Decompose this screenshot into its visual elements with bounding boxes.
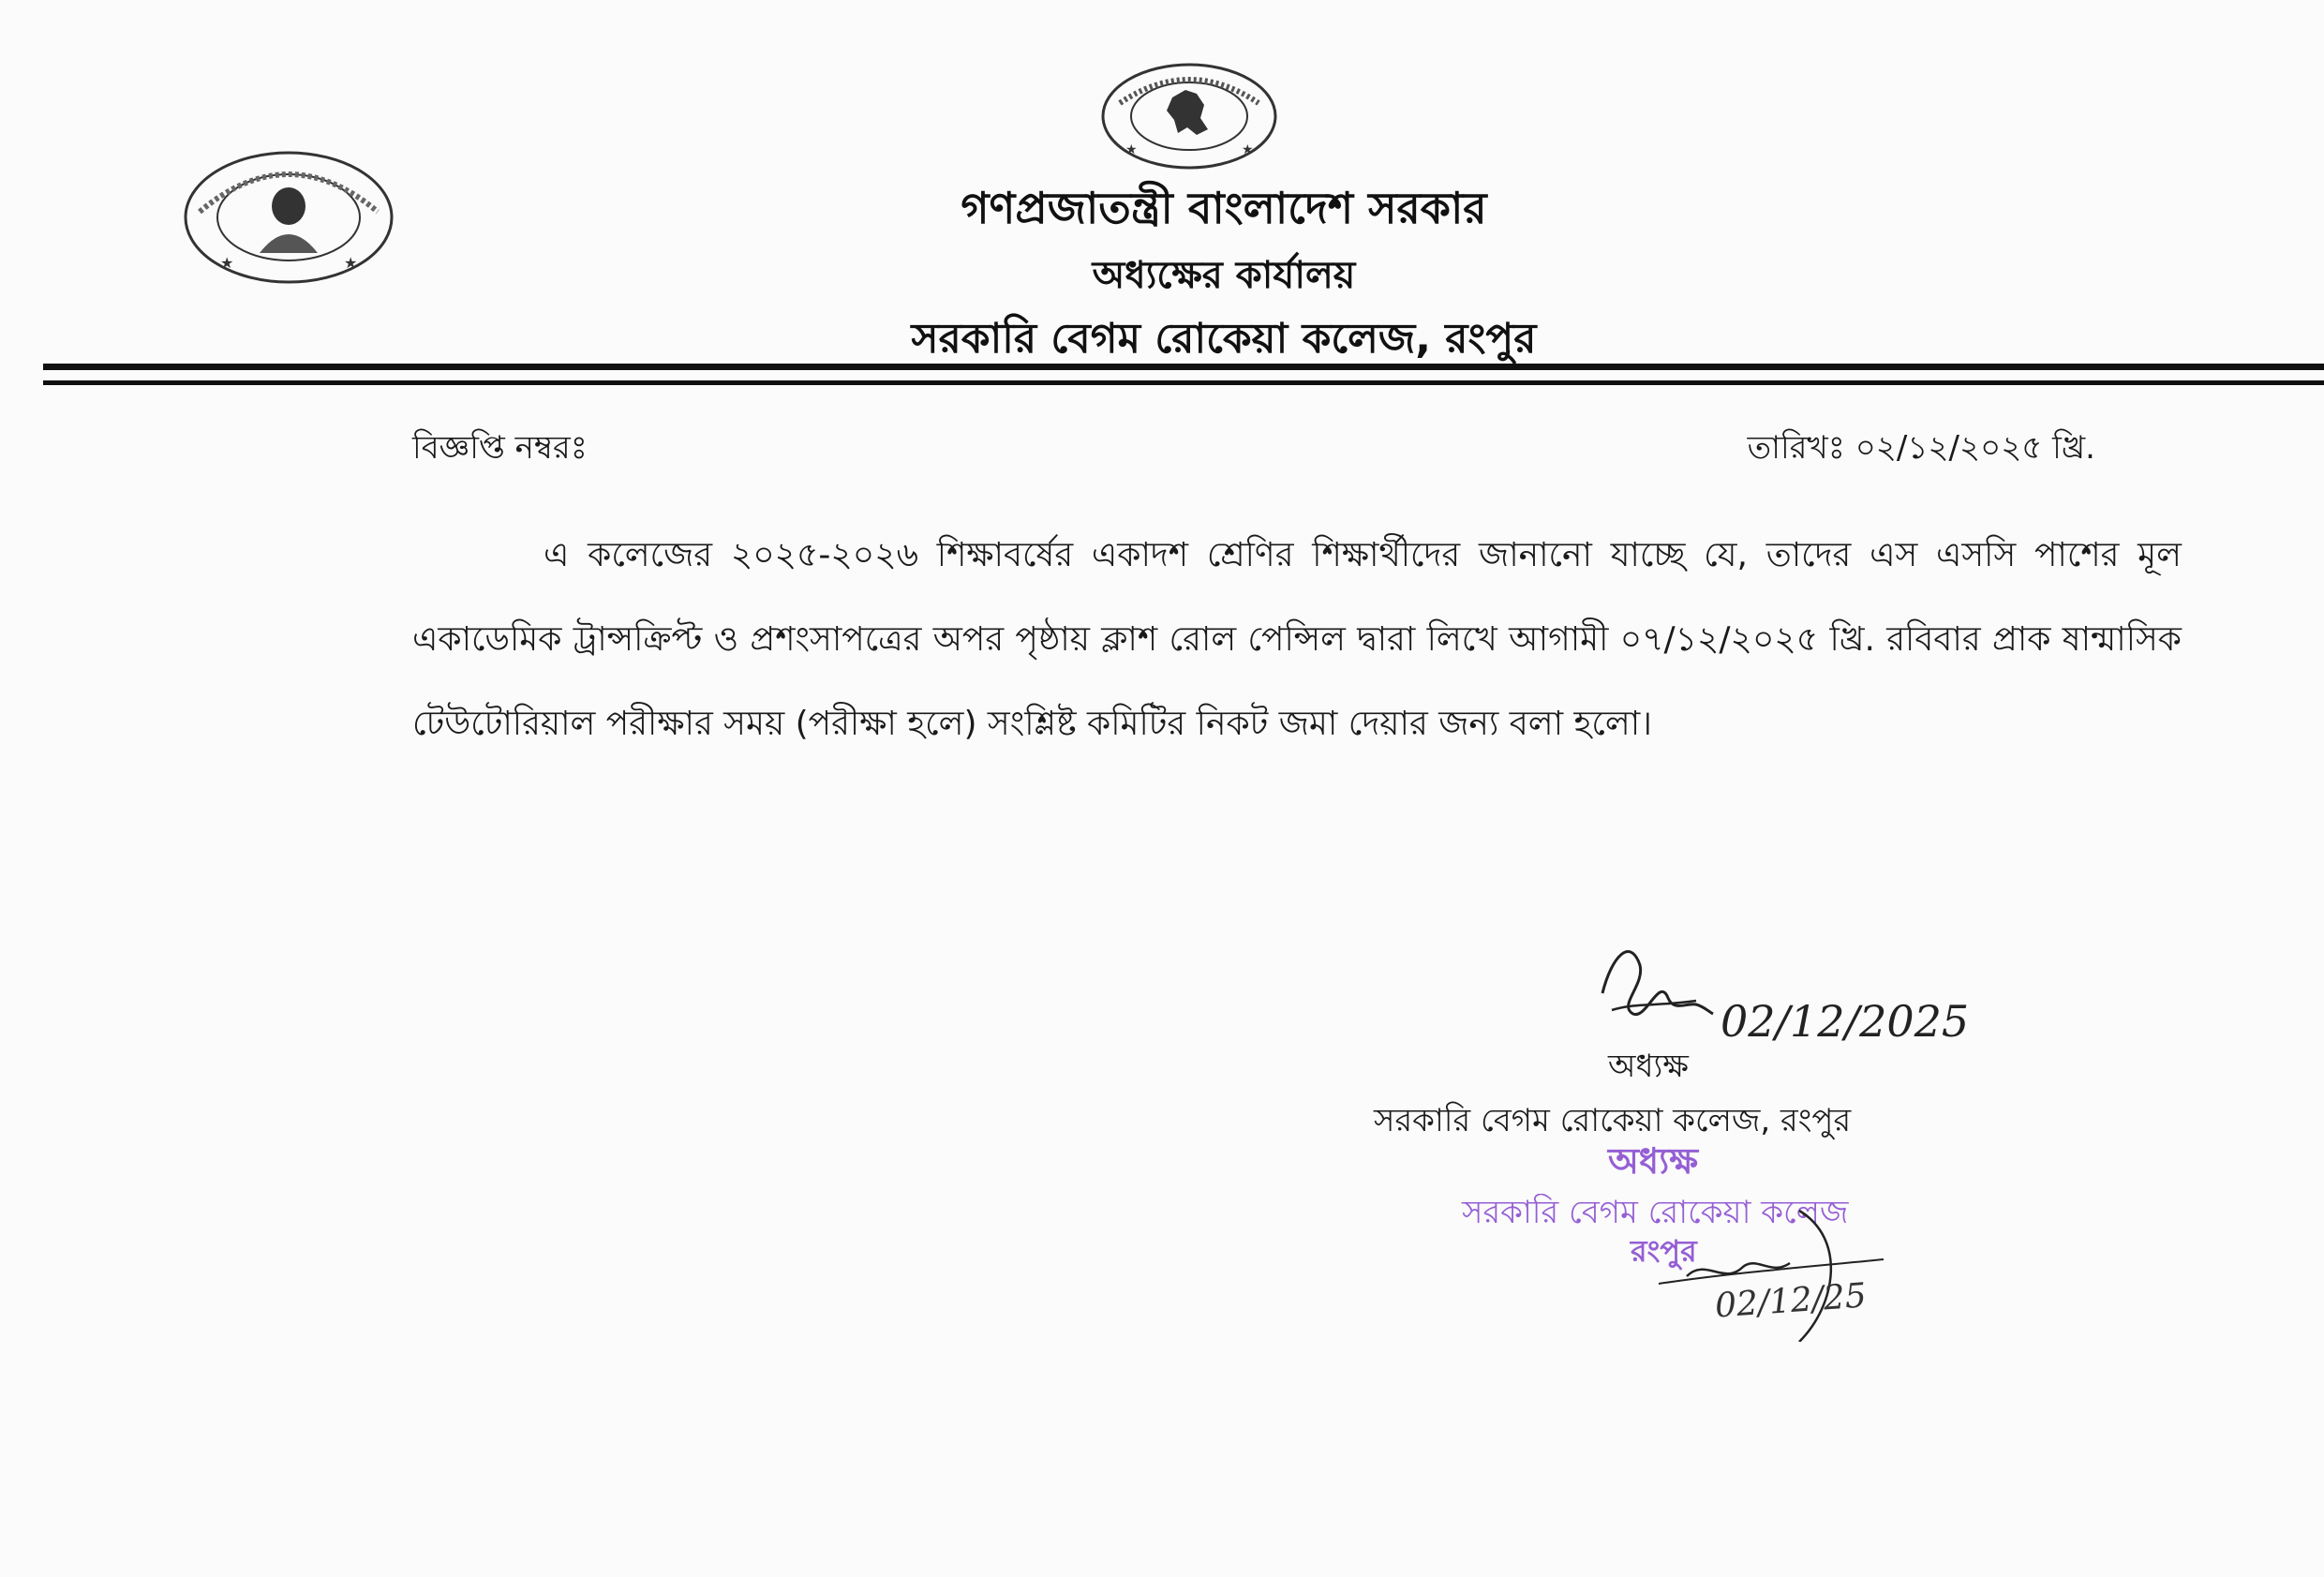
svg-text:★: ★: [1242, 142, 1254, 157]
stamp-handwritten-date: 02/12/25: [1713, 1276, 1868, 1326]
signatory-title: অধ্যক্ষ: [1608, 1048, 1689, 1085]
header-divider-thick: [43, 364, 2324, 370]
header-office: অধ্যক্ষের কার্যালয়: [1092, 254, 1356, 297]
notice-body: এ কলেজের ২০২৫-২০২৬ শিক্ষাবর্ষের একাদশ শ্রেণির শিক্ষার্থীদের জানানো যাচ্ছে যে, তাদের এস এসসি পাশের মূল একাডেমিক ট্রান্সক্রিপ্ট ও প্রশংসাপত্রের অপর পৃষ্ঠায় ক্লাশ রোল পেন্সিল দ্বারা লিখে আগামী ০৭/১২/২০২৫ খ্রি. রবিবার প্রাক ষান্মাসিক টেউটোরিয়াল পরীক্ষার সময় (পরীক্ষা হলে) সংশ্লিষ্ট কমিটির নিকট জমা দেয়ার জন্য বলা হলো।: [412, 536, 2182, 743]
svg-text:★: ★: [220, 254, 234, 272]
signatory-college: সরকারি বেগম রোকেয়া কলেজ, রংপুর: [1374, 1102, 1852, 1139]
stamp-city: রংপুর: [1631, 1233, 1697, 1269]
signature-date: 02/12/2025: [1721, 996, 1970, 1047]
svg-text:★: ★: [1125, 142, 1138, 157]
header-divider-thin: [43, 380, 2324, 385]
header-government: গণপ্রজাতন্ত্রী বাংলাদেশ সরকার: [961, 183, 1487, 233]
government-seal-icon: [1099, 62, 1279, 171]
header-college: সরকারি বেগম রোকেয়া কলেজ, রংপুর: [911, 315, 1537, 363]
stamp-college: সরকারি বেগম রোকেয়া কলেজ: [1462, 1194, 1849, 1231]
notice-number-label: বিজ্ঞপ্তি নম্বরঃ: [412, 429, 588, 467]
stamp-title: অধ্যক্ষ: [1608, 1140, 1699, 1182]
principal-signature-icon: [1593, 937, 1715, 1049]
notice-date: তারিখঃ ০২/১২/২০২৫ খ্রি.: [1747, 429, 2095, 467]
svg-text:★: ★: [344, 254, 358, 272]
